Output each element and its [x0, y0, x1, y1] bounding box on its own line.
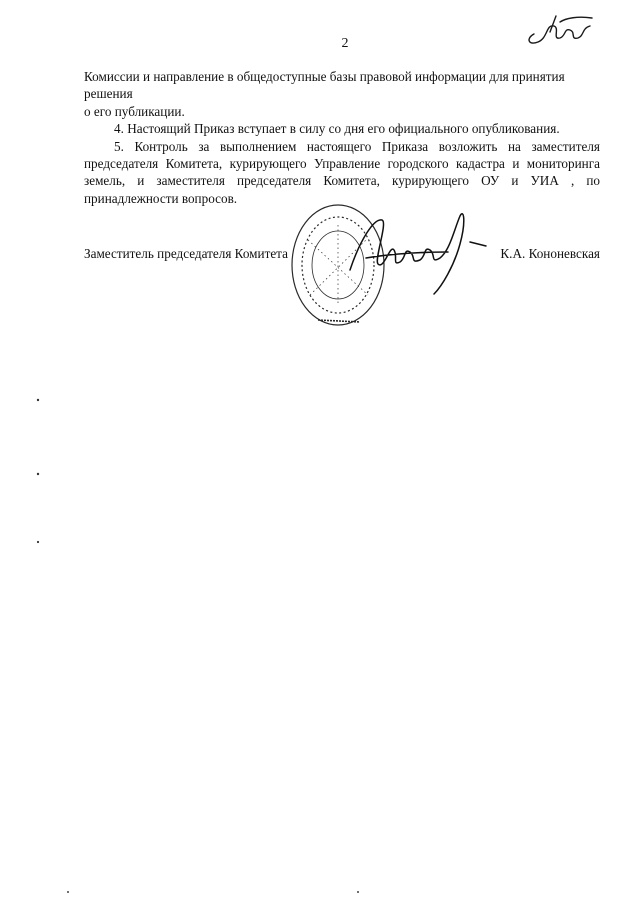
paragraph-continuation-end: о его публикации.: [84, 103, 185, 119]
paragraph-item-4: 4. Настоящий Приказ вступает в силу со дня его официального опубликования.: [114, 121, 560, 137]
paragraph-item-5: 5. Контроль за выполнением настоящего Приказа возложить на заместителя председателя Комитета, курирующего Управление городского кадастра и мониторинга земель, и заместителя председателя Комитета, курирующего ОУ и УИА , по принадлежности вопросов.: [84, 138, 600, 206]
signatory-name: К.А. Кононевская: [500, 246, 600, 261]
document-body: [84, 68, 600, 207]
scan-speck: [66, 890, 70, 894]
scan-speck: [36, 540, 40, 544]
paragraph-continuation: Комиссии и направление в общедоступные базы правовой информации для принятия решения: [84, 69, 565, 102]
initials-signature: [520, 10, 600, 50]
scan-speck: [36, 398, 40, 402]
signatory-title: Заместитель председателя Комитета: [84, 246, 288, 261]
scan-speck: [356, 890, 360, 894]
scan-speck: [36, 472, 40, 476]
handwritten-signature: [330, 200, 490, 300]
page-number: 2: [341, 36, 349, 51]
